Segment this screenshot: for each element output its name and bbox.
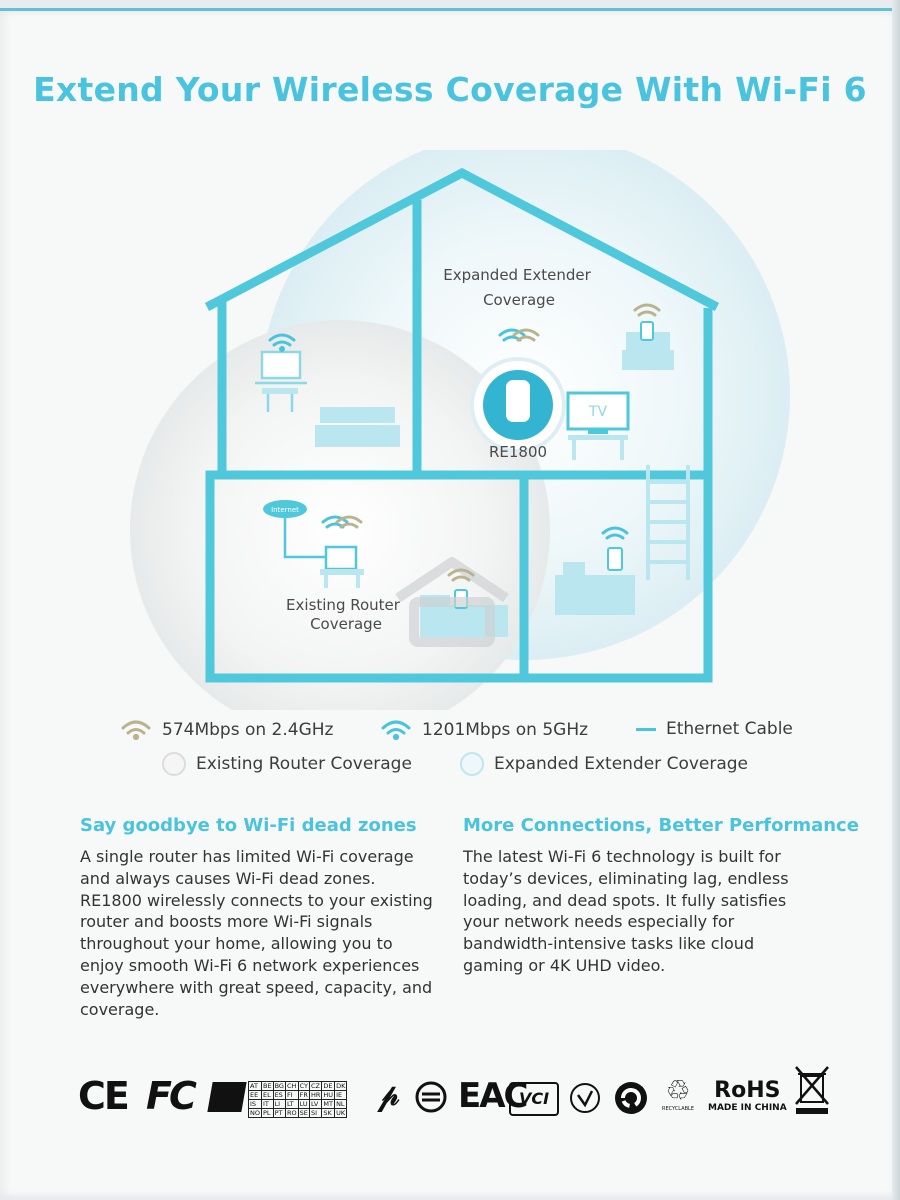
country-code-cell: IT [261,1100,273,1109]
extender-coverage-label-line2: Coverage [483,291,555,309]
country-code-cell: FI [285,1091,298,1100]
dragon-mark-icon [568,1081,602,1119]
legend-ethernet-label: Ethernet Cable [666,719,793,739]
phone-icon-lower-right [608,548,622,570]
country-code-cell: BE [262,1082,272,1090]
headline: Extend Your Wireless Coverage With Wi-Fi 6 [33,70,867,109]
internet-cloud-icon [263,500,307,518]
country-code-cell: SK [322,1109,335,1118]
legend-extender-coverage [460,752,748,776]
legend-ethernet [636,719,793,739]
internet-label: Internet [271,506,299,514]
right-column-body: The latest Wi-Fi 6 technology is built for today’s devices, eliminating lag, endless loading, and dead spots. It fully satisfies your network needs especially for bandwidth-intensive tasks like cloud gaming or 4K UHD video. [463,847,789,975]
sofa-icon [315,407,400,447]
router-coverage-label-line1: Existing Router [286,596,400,614]
device-label: RE1800 [488,443,548,461]
country-code-cell: EL [261,1091,273,1100]
country-code-cell: HR [311,1091,321,1099]
left-column-body: A single router has limited Wi-Fi coverage and always causes Wi-Fi dead zones. RE1800 wirelessly connects to your existing router and boosts more Wi-Fi signals throughout your home, allowing you to enjoy smooth Wi-Fi 6 network experiences everywhere with great speed, capacity, and coverage. [80,847,433,1019]
green-dot-icon [613,1080,649,1120]
vci-mark-icon: VCI [509,1082,559,1116]
fcc-mark-icon: FC [146,1074,194,1118]
extender-coverage-circle-icon [460,752,484,776]
legend-router-coverage-label: Existing Router Coverage [196,754,412,774]
country-code-cell: IE [335,1091,347,1100]
country-code-cell: EE [249,1091,262,1100]
extender-coverage-label-line1: Expanded Extender [443,266,591,284]
country-code-cell: ES [273,1091,285,1100]
legend-5ghz [380,719,588,741]
eac-mark-icon: EAC [458,1076,527,1116]
country-code-cell: NO [250,1109,260,1117]
tv-label: TV [588,404,608,420]
ukraine-mark-icon [414,1080,448,1118]
country-code-cell: HU [323,1091,334,1099]
country-code-cell: PT [273,1109,285,1118]
wifi-5ghz-icon [380,719,412,741]
left-column-title: Say goodbye to Wi-Fi dead zones [80,815,417,836]
re1800-device-icon [506,380,530,422]
country-code-cell: LU [299,1100,308,1108]
phone-icon-upper [641,322,653,340]
country-code-cell: CZ [311,1082,320,1090]
country-code-cell: LI [273,1100,285,1109]
country-code-cell: RO [286,1109,297,1117]
legend-5ghz-label: 1201Mbps on 5GHz [422,720,589,740]
country-code-cell: DK [336,1082,346,1090]
country-code-cell: DE [322,1082,335,1091]
house-diagram [0,150,900,710]
certification-bar [78,1060,838,1130]
legend-24ghz-label: 574Mbps on 2.4GHz [162,720,334,740]
ethernet-line-icon [636,728,656,731]
router-coverage-label-line2: Coverage [310,615,382,633]
ladder-icon [648,465,688,580]
right-column-title: More Connections, Better Performance [463,815,859,836]
country-code-cell: AT [249,1082,262,1091]
recyclable-label: RECYCLABLE [661,1106,694,1112]
ce-mark-icon: CE [78,1074,128,1118]
country-code-cell: UK [336,1109,346,1117]
weee-warning-icon [207,1082,246,1112]
country-code-cell: CH [286,1082,297,1090]
country-code-cell: LV [310,1100,322,1109]
rohs-mark [708,1078,787,1113]
country-code-cell: PL [261,1109,273,1118]
router-coverage-circle-icon [162,752,186,776]
country-code-cell: SE [299,1109,308,1117]
country-code-cell: BG [274,1082,284,1090]
wireless-logo-icon: 𝓅 [378,1078,400,1113]
country-code-cell: IS [249,1100,262,1109]
country-code-cell: NL [335,1100,347,1109]
legend-24ghz [120,719,333,741]
country-code-cell: LT [285,1100,298,1109]
legend-router-coverage [162,752,412,776]
country-codes-table [248,1081,347,1118]
crossed-bin-icon [793,1064,831,1120]
country-code-cell: CY [299,1082,308,1090]
country-code-cell: MT [323,1100,333,1108]
rohs-label: RoHS [714,1078,781,1103]
wifi-24ghz-icon [120,719,152,741]
country-code-cell: SI [310,1109,322,1118]
legend-extender-coverage-label: Expanded Extender Coverage [494,754,749,774]
made-in-label: MADE IN CHINA [708,1103,787,1113]
recycle-icon: ♲ RECYCLABLE [658,1076,698,1112]
country-code-cell: FR [299,1091,308,1099]
